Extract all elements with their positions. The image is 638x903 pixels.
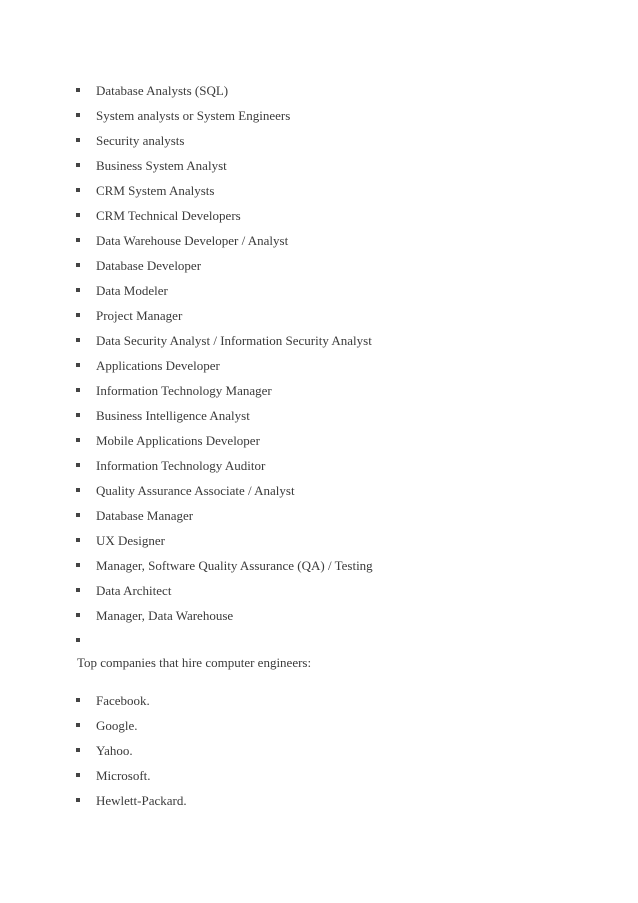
list-item xyxy=(0,688,638,713)
list-item xyxy=(0,378,638,403)
square-bullet-icon xyxy=(76,748,80,752)
list-item-text: Business Intelligence Analyst xyxy=(96,408,250,423)
list-item xyxy=(0,738,638,763)
list-item-text: Business System Analyst xyxy=(96,158,227,173)
square-bullet-icon xyxy=(76,563,80,567)
square-bullet-icon xyxy=(76,213,80,217)
list-item-text: Database Analysts (SQL) xyxy=(96,83,229,98)
list-item-text: CRM Technical Developers xyxy=(96,208,241,223)
list-item-text: Project Manager xyxy=(96,308,183,323)
square-bullet-icon xyxy=(76,138,80,142)
square-bullet-icon xyxy=(76,388,80,392)
list-item xyxy=(0,603,638,628)
list-item xyxy=(0,253,638,278)
list-item-text: Security analysts xyxy=(96,133,185,148)
list-item xyxy=(0,353,638,378)
list-item xyxy=(0,578,638,603)
list-item xyxy=(0,788,638,813)
square-bullet-icon xyxy=(76,513,80,517)
square-bullet-icon xyxy=(76,88,80,92)
list-item-text: Manager, Software Quality Assurance (QA) / Testing xyxy=(96,558,373,573)
list-item-text: Database Developer xyxy=(96,258,202,273)
list-item-empty xyxy=(0,628,638,653)
square-bullet-icon xyxy=(76,638,80,642)
list-item-text: Microsoft. xyxy=(96,768,151,783)
list-item-text: Data Modeler xyxy=(96,283,168,298)
list-item-text: System analysts or System Engineers xyxy=(96,108,291,123)
square-bullet-icon xyxy=(76,413,80,417)
list-item xyxy=(0,528,638,553)
square-bullet-icon xyxy=(76,313,80,317)
square-bullet-icon xyxy=(76,263,80,267)
list-item-text: CRM System Analysts xyxy=(96,183,215,198)
list-item-text: Manager, Data Warehouse xyxy=(96,608,234,623)
square-bullet-icon xyxy=(76,798,80,802)
list-item xyxy=(0,763,638,788)
list-item xyxy=(0,153,638,178)
list-item-text: Facebook. xyxy=(96,693,150,708)
list-item-text: Data Architect xyxy=(96,583,172,598)
list-item xyxy=(0,78,638,103)
list-item-text: Data Warehouse Developer / Analyst xyxy=(96,233,289,248)
square-bullet-icon xyxy=(76,113,80,117)
list-item-text: Quality Assurance Associate / Analyst xyxy=(96,483,295,498)
list-item-text: Information Technology Auditor xyxy=(96,458,266,473)
list-item xyxy=(0,103,638,128)
square-bullet-icon xyxy=(76,338,80,342)
list-item xyxy=(0,203,638,228)
list-item xyxy=(0,503,638,528)
square-bullet-icon xyxy=(76,723,80,727)
list-item xyxy=(0,128,638,153)
list-item-text: Database Manager xyxy=(96,508,194,523)
list-item xyxy=(0,178,638,203)
list-item-text: Information Technology Manager xyxy=(96,383,272,398)
list-item-text: Google. xyxy=(96,718,138,733)
list-item xyxy=(0,278,638,303)
list-item-text: Yahoo. xyxy=(96,743,133,758)
square-bullet-icon xyxy=(76,163,80,167)
square-bullet-icon xyxy=(76,288,80,292)
square-bullet-icon xyxy=(76,538,80,542)
list-item xyxy=(0,553,638,578)
list-item xyxy=(0,713,638,738)
square-bullet-icon xyxy=(76,188,80,192)
list-item xyxy=(0,328,638,353)
square-bullet-icon xyxy=(76,588,80,592)
square-bullet-icon xyxy=(76,363,80,367)
companies-list xyxy=(0,688,638,813)
list-item-text: Hewlett-Packard. xyxy=(96,793,187,808)
square-bullet-icon xyxy=(76,698,80,702)
list-item xyxy=(0,478,638,503)
list-item xyxy=(0,303,638,328)
square-bullet-icon xyxy=(76,463,80,467)
square-bullet-icon xyxy=(76,438,80,442)
list-item-text: Applications Developer xyxy=(96,358,220,373)
list-item xyxy=(0,453,638,478)
square-bullet-icon xyxy=(76,238,80,242)
list-item-text: UX Designer xyxy=(96,533,165,548)
square-bullet-icon xyxy=(76,773,80,777)
list-item xyxy=(0,228,638,253)
list-item-text: Data Security Analyst / Information Security Analyst xyxy=(96,333,372,348)
list-item xyxy=(0,403,638,428)
list-item xyxy=(0,428,638,453)
companies-heading: Top companies that hire computer engineers: xyxy=(77,655,312,670)
list-item-text: Mobile Applications Developer xyxy=(96,433,260,448)
square-bullet-icon xyxy=(76,488,80,492)
square-bullet-icon xyxy=(76,613,80,617)
job-roles-list xyxy=(0,78,638,653)
